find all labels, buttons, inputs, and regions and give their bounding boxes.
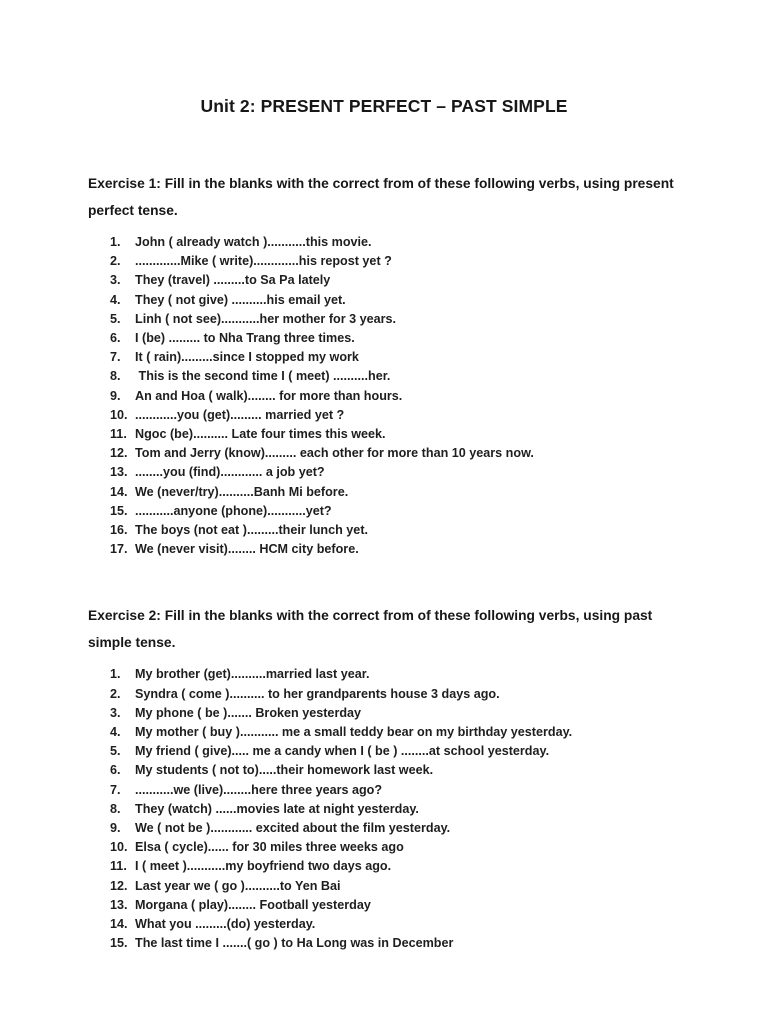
item-text: An and Hoa ( walk)........ for more than hours.: [135, 388, 403, 403]
list-item: [110, 406, 708, 425]
item-text: Elsa ( cycle)...... for 30 miles three weeks ago: [135, 840, 404, 855]
item-number: 6.: [110, 763, 121, 778]
item-number: 8.: [110, 369, 121, 384]
list-item: [110, 348, 708, 367]
list-item: [110, 781, 708, 800]
item-number: 1.: [110, 667, 121, 682]
item-text: What you .........(do) yesterday.: [135, 917, 316, 932]
item-number: 13.: [110, 465, 128, 480]
list-item: [110, 271, 708, 290]
exercise-2-list: [110, 665, 708, 953]
item-text: They ( not give) ..........his email yet.: [135, 292, 346, 307]
list-item: [110, 502, 708, 521]
list-item: [110, 723, 708, 742]
exercise-1-section: [0, 117, 768, 559]
item-text: ........you (find)............ a job yet?: [135, 465, 325, 480]
item-number: 14.: [110, 917, 128, 932]
item-text: They (watch) ......movies late at night yesterday.: [135, 801, 419, 816]
list-item: [110, 665, 708, 684]
list-item: [110, 685, 708, 704]
item-number: 11.: [110, 427, 127, 442]
item-text: We (never/try)..........Banh Mi before.: [135, 484, 349, 499]
list-item: [110, 444, 708, 463]
item-text: ...........we (live)........here three years ago?: [135, 782, 383, 797]
item-text: ............you (get)......... married yet ?: [135, 407, 345, 422]
item-text: Syndra ( come ).......... to her grandparents house 3 days ago.: [135, 686, 500, 701]
item-number: 5.: [110, 311, 121, 326]
item-text: ...........anyone (phone)...........yet?: [135, 503, 332, 518]
list-item: [110, 329, 708, 348]
item-number: 5.: [110, 744, 121, 759]
list-item: [110, 540, 708, 559]
item-number: 15.: [110, 936, 128, 951]
exercise-2-heading: Exercise 2: Fill in the blanks with the correct from of these following verbs, using past simple tense.: [88, 608, 653, 651]
item-number: 11.: [110, 859, 127, 874]
item-number: 7.: [110, 350, 121, 365]
item-number: 10.: [110, 407, 128, 422]
list-item: [110, 934, 708, 953]
item-number: 9.: [110, 388, 121, 403]
item-text: This is the second time I ( meet) ..........her.: [135, 369, 391, 384]
list-item: [110, 387, 708, 406]
document-title: Unit 2: PRESENT PERFECT – PAST SIMPLE: [200, 96, 568, 116]
item-text: My friend ( give)..... me a candy when I ( be ) ........at school yesterday.: [135, 744, 550, 759]
item-text: John ( already watch )...........this movie.: [135, 235, 372, 249]
list-item: [110, 742, 708, 761]
list-item: [110, 896, 708, 915]
list-item: [110, 367, 708, 386]
item-number: 8.: [110, 801, 121, 816]
list-item: [110, 483, 708, 502]
item-text: My mother ( buy )........... me a small teddy bear on my birthday yesterday.: [135, 725, 573, 740]
list-item: [110, 877, 708, 896]
item-number: 17.: [110, 542, 128, 557]
item-number: 3.: [110, 705, 121, 720]
item-text: The last time I .......( go ) to Ha Long was in December: [135, 936, 454, 951]
item-number: 12.: [110, 878, 128, 893]
list-item: [110, 291, 708, 310]
list-item: [110, 800, 708, 819]
item-text: We (never visit)........ HCM city before.: [135, 542, 359, 557]
item-number: 6.: [110, 331, 121, 346]
item-number: 1.: [110, 235, 121, 249]
list-item: [110, 704, 708, 723]
item-number: 9.: [110, 821, 121, 836]
item-text: Tom and Jerry (know)......... each other for more than 10 years now.: [135, 446, 534, 461]
list-item: [110, 915, 708, 934]
exercise-1-list: [110, 233, 708, 559]
item-text: Linh ( not see)...........her mother for 3 years.: [135, 311, 397, 326]
list-item: [110, 761, 708, 780]
exercise-1-heading: Exercise 1: Fill in the blanks with the correct from of these following verbs, using present perfect tense.: [88, 176, 674, 218]
item-text: They (travel) .........to Sa Pa lately: [135, 273, 331, 288]
item-text: I ( meet )...........my boyfriend two days ago.: [135, 859, 392, 874]
list-item: [110, 425, 708, 444]
item-text: The boys (not eat ).........their lunch yet.: [135, 523, 369, 538]
list-item: [110, 819, 708, 838]
list-item: [110, 310, 708, 329]
list-item: [110, 857, 708, 876]
item-number: 2.: [110, 254, 121, 269]
item-number: 2.: [110, 686, 121, 701]
item-text: My students ( not to).....their homework last week.: [135, 763, 434, 778]
item-number: 10.: [110, 840, 128, 855]
item-number: 13.: [110, 897, 128, 912]
item-text: My phone ( be )....... Broken yesterday: [135, 705, 362, 720]
item-text: Last year we ( go )..........to Yen Bai: [135, 878, 341, 893]
list-item: [110, 252, 708, 271]
list-item: [110, 521, 708, 540]
list-item: [110, 233, 708, 252]
item-text: It ( rain).........since I stopped my work: [135, 350, 359, 365]
item-text: My brother (get)..........married last year.: [135, 667, 370, 682]
item-text: Morgana ( play)........ Football yesterday: [135, 897, 371, 912]
item-number: 15.: [110, 503, 128, 518]
list-item: [110, 463, 708, 482]
item-number: 4.: [110, 292, 121, 307]
list-item: [110, 838, 708, 857]
item-number: 7.: [110, 782, 121, 797]
item-text: I (be) ......... to Nha Trang three times.: [135, 331, 355, 346]
item-number: 3.: [110, 273, 121, 288]
item-text: Ngoc (be).......... Late four times this week.: [135, 427, 386, 442]
item-number: 4.: [110, 725, 121, 740]
item-number: 16.: [110, 523, 128, 538]
exercise-2-section: [0, 559, 768, 953]
item-text: .............Mike ( write).............his repost yet ?: [135, 254, 392, 269]
item-number: 12.: [110, 446, 128, 461]
item-text: We ( not be )............ excited about the film yesterday.: [135, 821, 451, 836]
item-number: 14.: [110, 484, 128, 499]
